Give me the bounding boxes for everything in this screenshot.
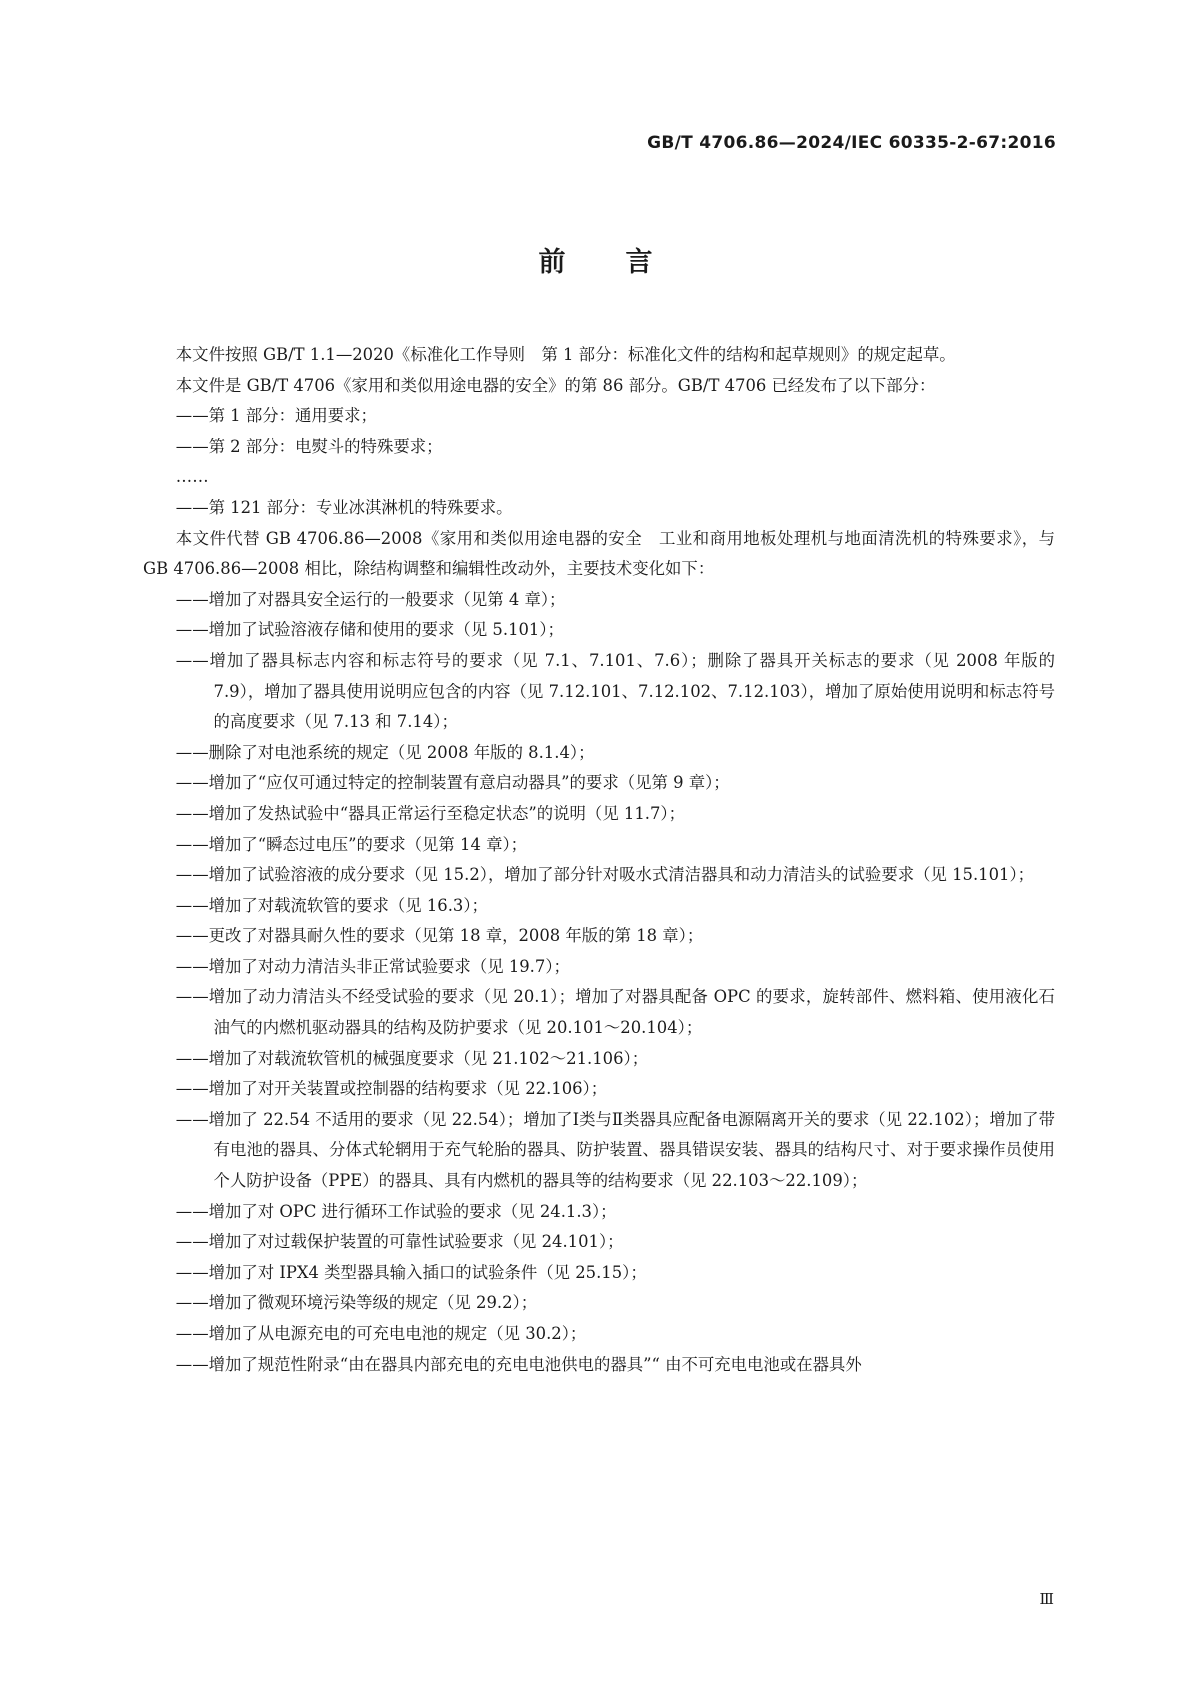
change-item: ——增加了 22.54 不适用的要求（见 22.54）；增加了Ⅰ类与Ⅱ类器具应配备电源隔离开关的要求（见 22.102）；增加了带有电池的器具、分体式轮辋用于充气轮胎的器具、防护装置、器具错误安装、器具的结构尺寸、对于要求操作员使用个人防护设备（PPE）的器具、具有内燃机的器具等的结构要求（见 22.103～22.109）； bbox=[175, 1109, 1055, 1191]
change-item: ——增加了对载流软管机的械强度要求（见 21.102～21.106）； bbox=[175, 1048, 649, 1068]
list-item-ellipsis: …… bbox=[175, 467, 209, 487]
change-item: ——增加了器具标志内容和标志符号的要求（见 7.1、7.101、7.6）；删除了器具开关标志的要求（见 2008 年版的 7.9），增加了器具使用说明应包含的内容（见 7.12.101、7.12.102、7.12.103），增加了原始使用说明和标志符号的高度要求（见 7.13 和 7.14）； bbox=[175, 650, 1055, 732]
paragraph-series-info: 本文件是 GB/T 4706《家用和类似用途电器的安全》的第 86 部分。GB/T 4706 已经发布了以下部分： bbox=[175, 375, 936, 395]
change-item: ——增加了动力清洁头不经受试验的要求（见 20.1）；增加了对器具配备 OPC 的要求，旋转部件、燃料箱、使用液化石油气的内燃机驱动器具的结构及防护要求（见 20.101～20.104）； bbox=[175, 987, 1055, 1038]
list-item-part-1: ——第 1 部分：通用要求； bbox=[175, 406, 377, 426]
change-item: ——增加了对 OPC 进行循环工作试验的要求（见 24.1.3）； bbox=[175, 1201, 617, 1221]
change-item: ——增加了规范性附录“由在器具内部充电的充电电池供电的器具”“ 由不可充电电池或在器具外 bbox=[175, 1354, 862, 1374]
change-item: ——增加了对器具安全运行的一般要求（见第 4 章）； bbox=[175, 589, 566, 609]
change-item: ——增加了“瞬态过电压”的要求（见第 14 章）； bbox=[175, 834, 528, 854]
document-body bbox=[143, 340, 1055, 1380]
paragraph-drafting-basis: 本文件按照 GB/T 1.1—2020《标准化工作导则 第 1 部分：标准化文件的结构和起草规则》的规定起草。 bbox=[175, 345, 956, 364]
change-item: ——增加了对动力清洁头非正常试验要求（见 19.7）； bbox=[175, 956, 570, 976]
change-item: ——删除了对电池系统的规定（见 2008 年版的 8.1.4）； bbox=[175, 742, 595, 762]
change-item: ——增加了对 IPX4 类型器具输入插口的试验条件（见 25.15）； bbox=[175, 1262, 647, 1282]
list-item-part-2: ——第 2 部分：电熨斗的特殊要求； bbox=[175, 436, 443, 456]
change-item: ——增加了“应仅可通过特定的控制装置有意启动器具”的要求（见第 9 章）； bbox=[175, 773, 730, 793]
changes-list bbox=[143, 585, 1055, 1380]
change-item: ——增加了对过载保护装置的可靠性试验要求（见 24.101）； bbox=[175, 1232, 624, 1252]
change-item: ——增加了对载流软管的要求（见 16.3）； bbox=[175, 895, 488, 915]
change-item: ——增加了从电源充电的可充电电池的规定（见 30.2）； bbox=[175, 1324, 587, 1343]
page-title: 前言 bbox=[538, 247, 713, 278]
change-item: ——增加了微观环境污染等级的规定（见 29.2）； bbox=[175, 1293, 538, 1313]
page-number: Ⅲ bbox=[1039, 1590, 1054, 1608]
change-item: ——增加了发热试验中“器具正常运行至稳定状态”的说明（见 11.7）； bbox=[175, 803, 685, 823]
document-number-header: GB/T 4706.86—2024/IEC 60335-2-67:2016 bbox=[647, 133, 1056, 153]
change-item: ——增加了试验溶液的成分要求（见 15.2），增加了部分针对吸水式清洁器具和动力清洁头的试验要求（见 15.101）； bbox=[175, 865, 1035, 885]
change-item: ——增加了试验溶液存储和使用的要求（见 5.101）； bbox=[175, 620, 564, 640]
list-item-part-121: ——第 121 部分：专业冰淇淋机的特殊要求。 bbox=[175, 497, 513, 517]
paragraph-replacement-info: 本文件代替 GB 4706.86—2008《家用和类似用途电器的安全 工业和商用地板处理机与地面清洗机的特殊要求》，与 GB 4706.86—2008 相比，除结构调整和编辑性改动外，主要技术变化如下： bbox=[143, 528, 1055, 579]
change-item: ——增加了对开关装置或控制器的结构要求（见 22.106）； bbox=[175, 1079, 608, 1099]
change-item: ——更改了对器具耐久性的要求（见第 18 章，2008 年版的第 18 章）； bbox=[175, 926, 704, 946]
